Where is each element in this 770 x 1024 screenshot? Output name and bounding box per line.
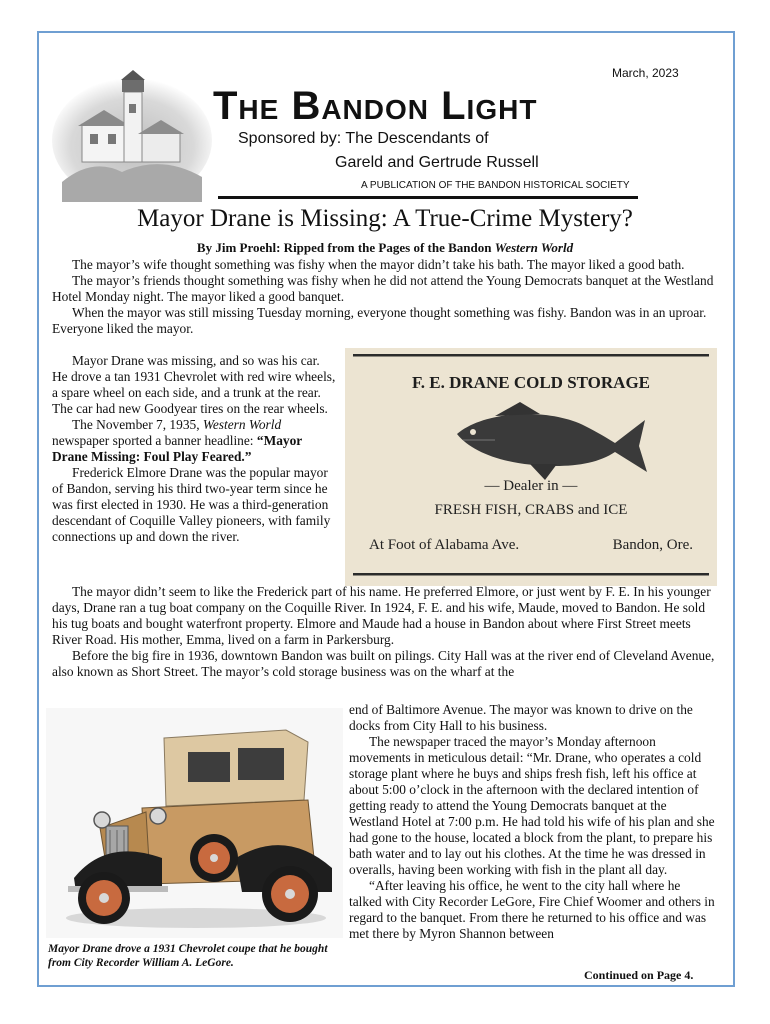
spare-wheel-icon xyxy=(190,834,238,882)
header-rule xyxy=(218,196,638,199)
banner-headline-quote: “Mayor Drane Missing: Foul Play Feared.” xyxy=(52,433,302,464)
advert-dealer: — Dealer in — xyxy=(484,478,578,494)
paragraph-2: The mayor’s friends thought something was fishy when he did not attend the Young Democrats banquet at the Westland Hotel Monday night. The mayor liked a good banquet. xyxy=(52,273,714,304)
newsletter-title: The Bandon Light xyxy=(213,84,538,128)
byline-paper-name: Western World xyxy=(494,240,574,255)
advert-title: F. E. DRANE COLD STORAGE xyxy=(411,373,651,392)
paragraph-6: Frederick Elmore Drane was the popular mayor of Bandon, serving his third two-year term since he was first elected in 1930. He was a third-generation descendant of Coquille Valley pioneers, with family connections up and down the river. xyxy=(52,465,331,544)
paragraph-10: “After leaving his office, he went to the city hall where he talked with City Recorder LeGore, Fire Chief Woomer and others in regard to the banquet. From there he returned to his office and was met there by Myron Shannon between xyxy=(349,878,715,941)
paragraph-8: Before the big fire in 1936, downtown Bandon was built on pilings. City Hall was at the river end of Cleveland Avenue, also known as Short Street. The mayor’s cold storage business was on the wharf at the xyxy=(52,648,715,679)
lighthouse-image xyxy=(52,62,212,202)
article-byline xyxy=(0,240,770,256)
publication-line: A PUBLICATION OF THE BANDON HISTORICAL SOCIETY xyxy=(361,180,630,191)
sponsor-line-2: Gareld and Gertrude Russell xyxy=(335,154,539,171)
paragraph-5-paper: Western World xyxy=(202,417,282,432)
paragraph-5-text-a: The November 7, 1935, xyxy=(72,417,203,432)
paragraph-1: The mayor’s wife thought something was fishy when the mayor didn’t take his bath. The mayor liked a good bath. xyxy=(72,257,685,272)
paragraph-7: The mayor didn’t seem to like the Frederick part of his name. He preferred Elmore, or just went by F. E. In his younger days, Drane ran a tug boat company on the Coquille River. In 1924, F. E. and his wife, Maude, moved to Bandon. He sold his tug boats and bought waterfront property. Elmore and Maude had a house in Bandon about where First Street meets River Road. His mother, Emma, lived on a farm in Parkersburg. xyxy=(52,584,711,647)
continued-notice: Continued on Page 4. xyxy=(584,968,694,982)
cold-storage-advertisement xyxy=(345,348,717,586)
advert-goods: FRESH FISH, CRABS and ICE xyxy=(434,502,628,518)
paragraph-3: When the mayor was still missing Tuesday morning, everyone thought something was fishy. Bandon was in an uproar. Everyone liked the mayor. xyxy=(52,305,707,336)
advert-address: At Foot of Alabama Ave. xyxy=(369,537,520,553)
byline-text: By Jim Proehl: Ripped from the Pages of the Bandon xyxy=(196,240,495,255)
article-right-column xyxy=(349,702,716,942)
chevrolet-coupe-photo xyxy=(46,708,343,938)
front-wheel-icon xyxy=(78,872,130,924)
article-intro xyxy=(52,257,716,337)
article-middle xyxy=(52,584,716,680)
paragraph-8-continued: end of Baltimore Avenue. The mayor was known to drive on the docks from City Hall to his business. xyxy=(349,702,693,733)
paragraph-9: The newspaper traced the mayor’s Monday afternoon movements in meticulous detail: “Mr. Drane, who operates a cold storage plant where he buys and ships fresh fish, left his office at about 5:00 o’clock in the afternoon with the declared intention of getting ready to attend the Young Democrats banquet at the Westland Hotel at 7:00 p.m. He had told his wife of his plan and she had gone to the house, located a block from the plant, to prepare his bath water and to lay out his clothes. At the time he was dressed in overalls, having been working with fish in the plant all day. xyxy=(349,734,715,877)
advert-town: Bandon, Ore. xyxy=(612,537,693,553)
article-left-column xyxy=(52,353,337,545)
rear-wheel-icon xyxy=(262,866,318,922)
paragraph-4: Mayor Drane was missing, and so was his car. He drove a tan 1931 Chevrolet with red wire wheels, a spare wheel on each side, and a trunk at the rear. The car had new Goodyear tires on the rear wheels. xyxy=(52,353,336,416)
sponsor-line-1: Sponsored by: The Descendants of xyxy=(238,130,489,147)
paragraph-5 xyxy=(52,417,337,465)
article-headline: Mayor Drane is Missing: A True-Crime Mystery? xyxy=(137,205,633,232)
issue-date: March, 2023 xyxy=(612,66,679,80)
photo-caption: Mayor Drane drove a 1931 Chevrolet coupe that he bought from City Recorder William A. LeGore. xyxy=(48,943,328,969)
paragraph-5-text-b: newspaper sported a banner headline: xyxy=(52,433,257,448)
